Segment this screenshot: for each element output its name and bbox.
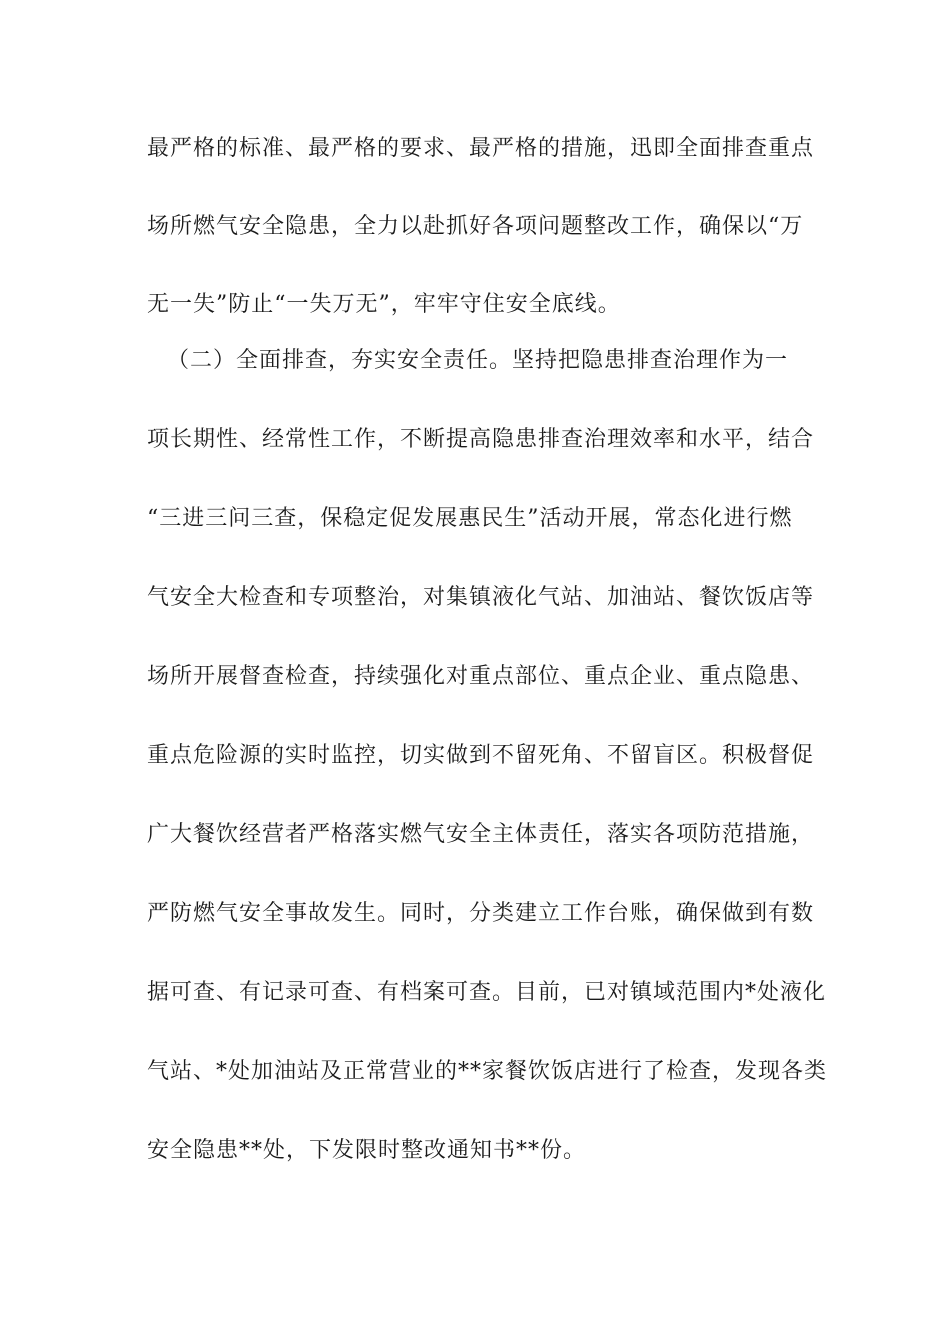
paragraph-line: 严防燃气安全事故发生。同时，分类建立工作台账，确保做到有数: [147, 901, 815, 926]
paragraph-line: 项长期性、经常性工作，不断提高隐患排查治理效率和水平，结合: [147, 427, 815, 452]
paragraph-line: 无一失”防止“一失万无”，牢牢守住安全底线。: [147, 292, 621, 317]
paragraph-line: 气站、*处加油站及正常营业的**家餐饮饭店进行了检查，发现各类: [147, 1059, 828, 1084]
paragraph-line: 重点危险源的实时监控，切实做到不留死角、不留盲区。积极督促: [147, 743, 815, 768]
paragraph-line: 气安全大检查和专项整治，对集镇液化气站、加油站、餐饮饭店等: [147, 585, 815, 610]
paragraph-line: “三进三问三查，保稳定促发展惠民生”活动开展，常态化进行燃: [147, 506, 793, 531]
paragraph-line: 场所燃气安全隐患，全力以赴抓好各项问题整改工作，确保以“万: [147, 214, 804, 239]
paragraph-line: 最严格的标准、最严格的要求、最严格的措施，迅即全面排查重点: [147, 136, 815, 161]
paragraph-line: 据可查、有记录可查、有档案可查。目前，已对镇域范围内*处液化: [147, 980, 827, 1005]
paragraph-line: 安全隐患**处，下发限时整改通知书**份。: [147, 1138, 587, 1163]
paragraph-line: 场所开展督查检查，持续强化对重点部位、重点企业、重点隐患、: [147, 664, 815, 689]
paragraph-line: 广大餐饮经营者严格落实燃气安全主体责任，落实各项防范措施，: [147, 822, 815, 847]
paragraph-line: （二）全面排查，夯实安全责任。坚持把隐患排查治理作为一: [167, 348, 789, 373]
